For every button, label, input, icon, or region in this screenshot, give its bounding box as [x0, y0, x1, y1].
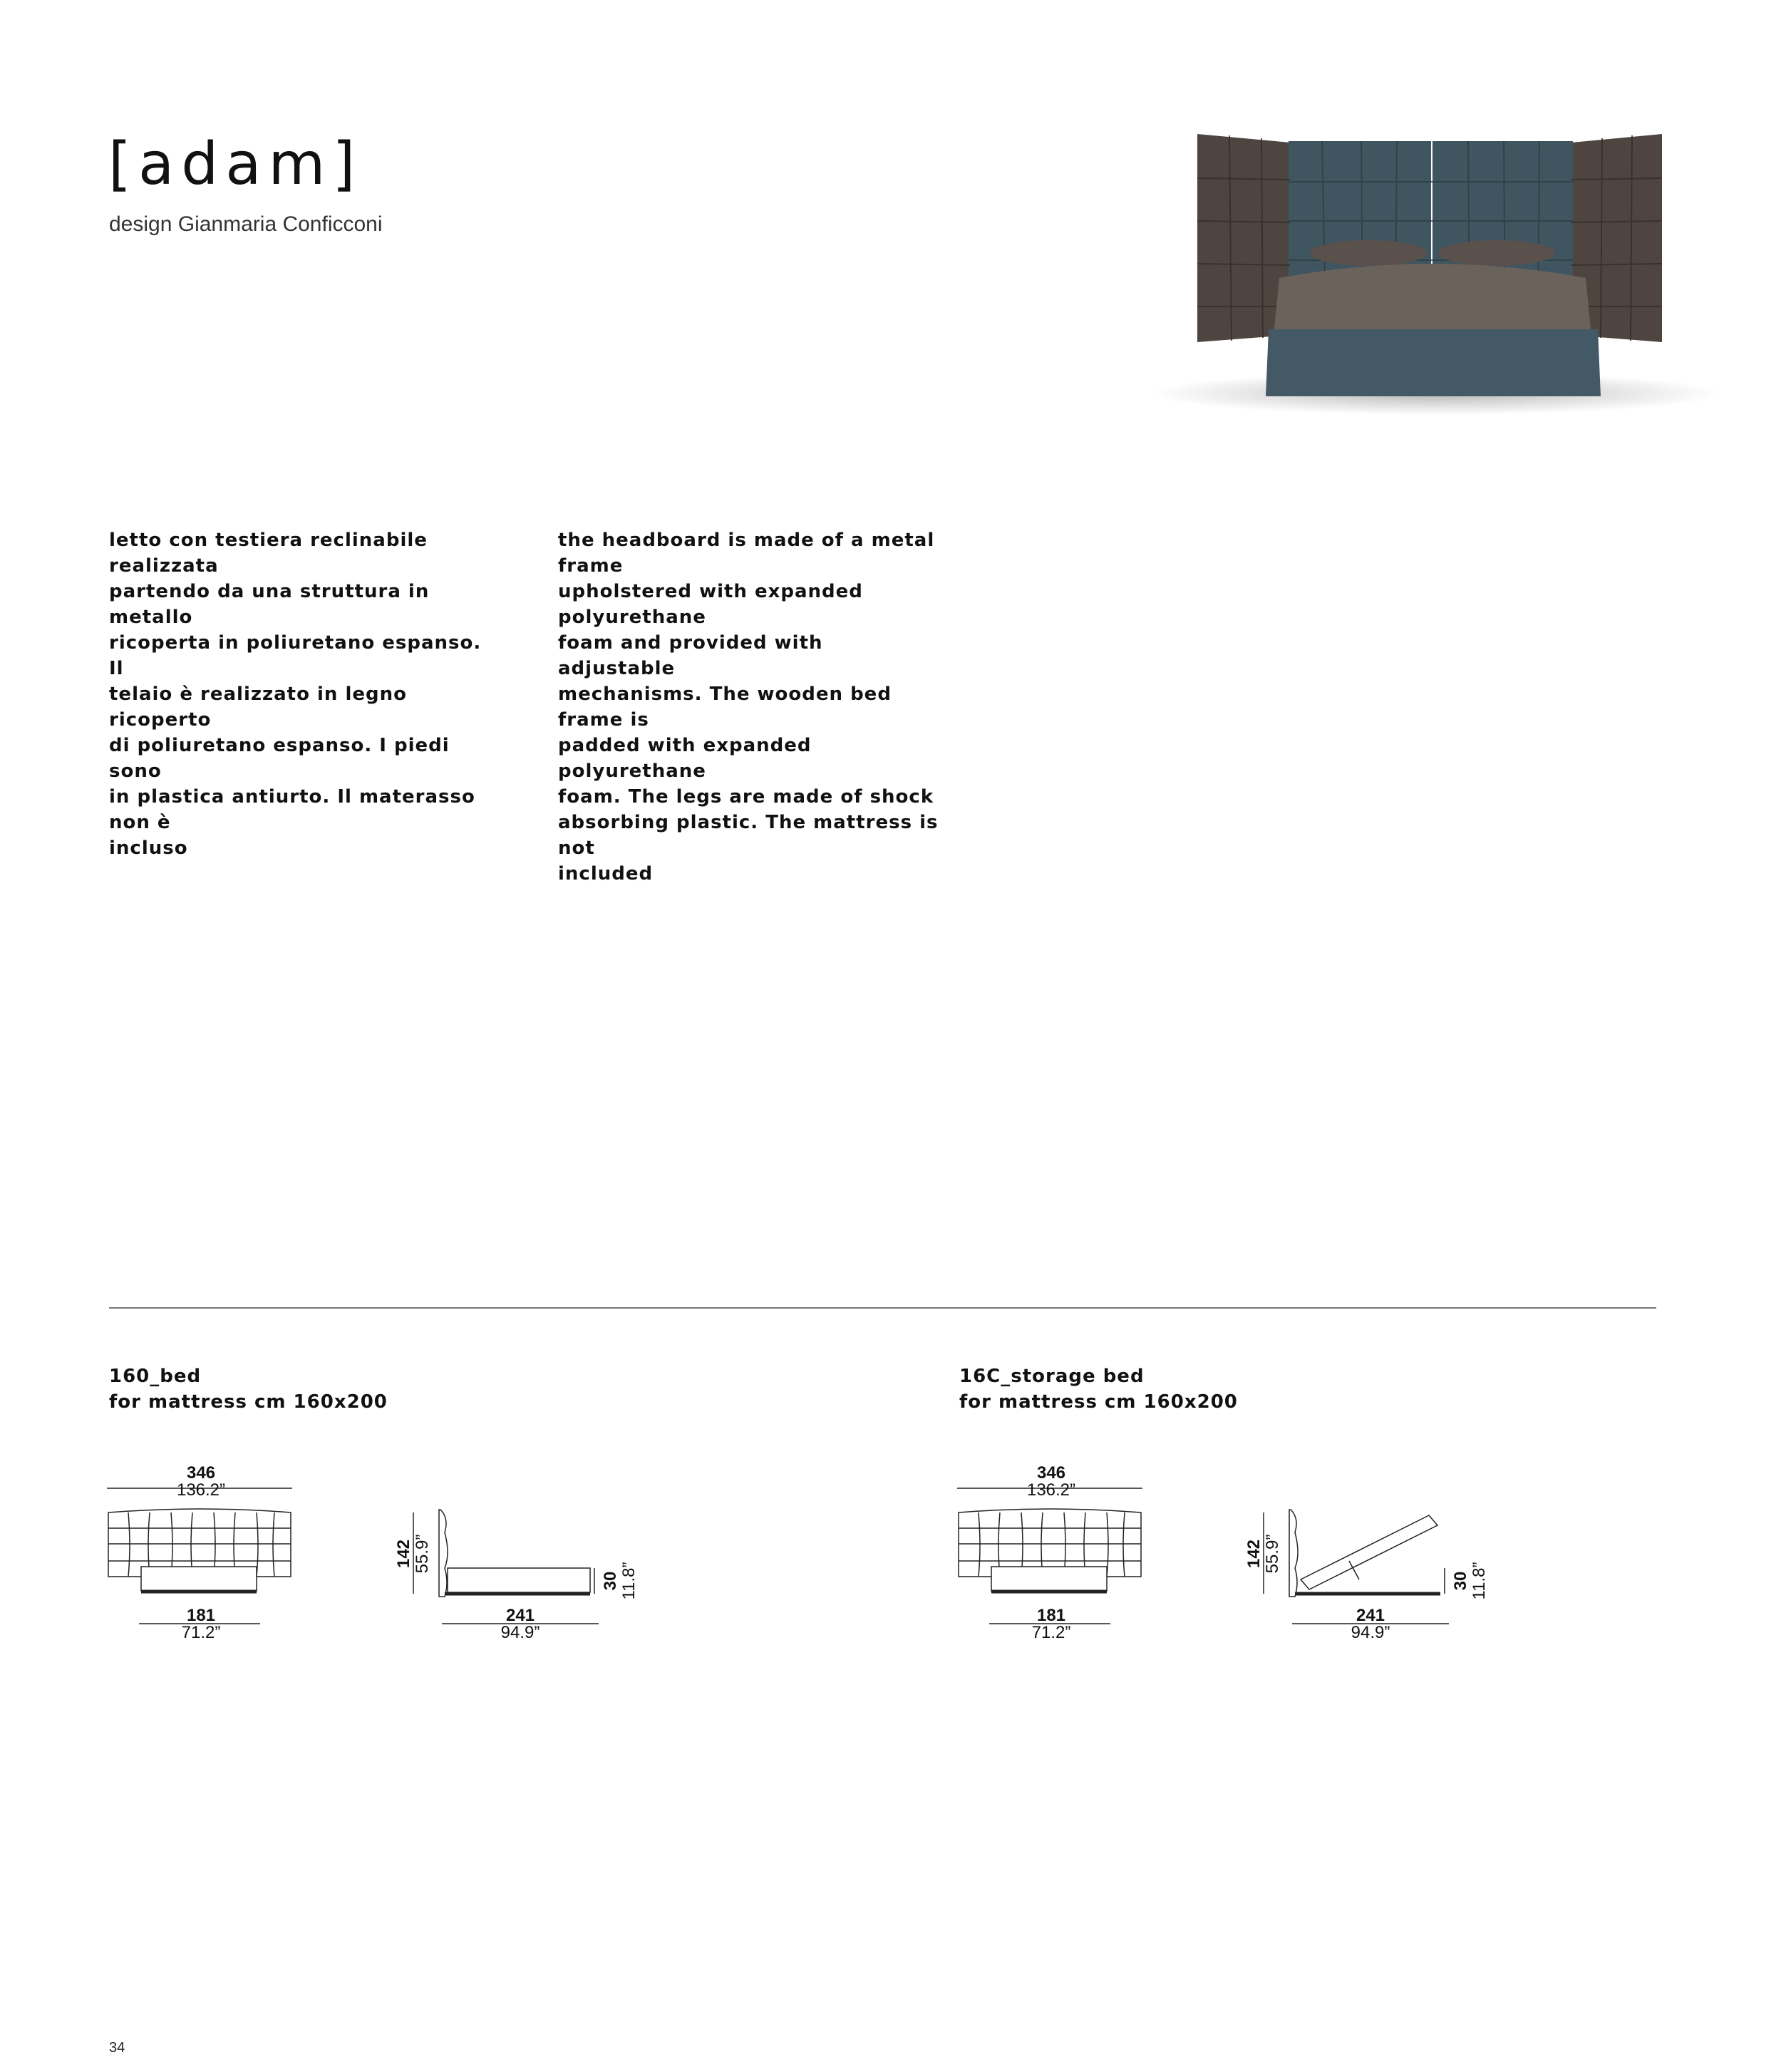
side-frame-in: 11.8” — [1470, 1562, 1489, 1600]
front-view-drawing — [957, 1488, 1142, 1624]
front-base-in: 71.2” — [181, 1623, 221, 1642]
designer-credit: design Gianmaria Conficconi — [109, 212, 383, 236]
bed-dimension-drawings — [100, 1454, 670, 1654]
section-divider — [109, 1307, 1656, 1309]
side-height-in: 55.9” — [1263, 1534, 1282, 1574]
front-width-cm: 346 — [1036, 1463, 1066, 1483]
pillow-left — [1310, 240, 1427, 266]
variant-heading-bed — [109, 1364, 388, 1415]
side-frame-in: 11.8” — [619, 1562, 639, 1600]
front-width-cm: 346 — [186, 1463, 216, 1483]
variant-mattress: for mattress cm 160x200 — [109, 1391, 388, 1413]
description-italian: letto con testiera reclinabile realizzata partendo da una struttura in metallo ricoperta in poliuretano espanso. Il telaio è realizzato in legno ricoperto di poliuretano espanso. I piedi sono in plastica antiurto. Il materasso non è incluso — [109, 530, 482, 859]
side-length-in: 94.9” — [1351, 1623, 1390, 1642]
side-length-cm: 241 — [1356, 1606, 1385, 1625]
variant-mattress: for mattress cm 160x200 — [959, 1391, 1238, 1413]
side-height-cm: 142 — [394, 1539, 413, 1569]
variant-heading-storage-bed — [959, 1364, 1238, 1415]
pillow-right — [1438, 240, 1555, 266]
left-headboard-wing — [1197, 134, 1290, 342]
variant-code: 16C_storage bed — [959, 1366, 1145, 1387]
side-length-cm: 241 — [505, 1606, 535, 1625]
side-length-in: 94.9” — [500, 1623, 540, 1642]
front-base-in: 71.2” — [1031, 1623, 1071, 1642]
storage-bed-dimension-drawings — [950, 1454, 1520, 1654]
product-image — [1155, 128, 1718, 421]
front-base-cm: 181 — [186, 1606, 216, 1625]
side-height-in: 55.9” — [413, 1534, 432, 1574]
variant-code: 160_bed — [109, 1366, 202, 1387]
page-number: 34 — [109, 2040, 125, 2056]
front-width-in: 136.2” — [176, 1480, 226, 1500]
front-base-cm: 181 — [1036, 1606, 1066, 1625]
front-view-drawing — [107, 1488, 292, 1624]
front-width-in: 136.2” — [1026, 1480, 1076, 1500]
bedding — [1274, 264, 1591, 329]
side-height-cm: 142 — [1244, 1539, 1264, 1569]
side-frame-cm: 30 — [601, 1571, 620, 1591]
bed-base — [1266, 329, 1601, 396]
side-frame-cm: 30 — [1451, 1571, 1470, 1591]
description-english: the headboard is made of a metal frame upholstered with expanded polyurethane foam and provided with adjustable mechanisms. The wooden bed frame is padded with expanded polyurethane foam. The legs are made of shock absorbing plastic. The mattress is not included — [558, 530, 939, 885]
product-title: [adam] — [108, 130, 363, 198]
